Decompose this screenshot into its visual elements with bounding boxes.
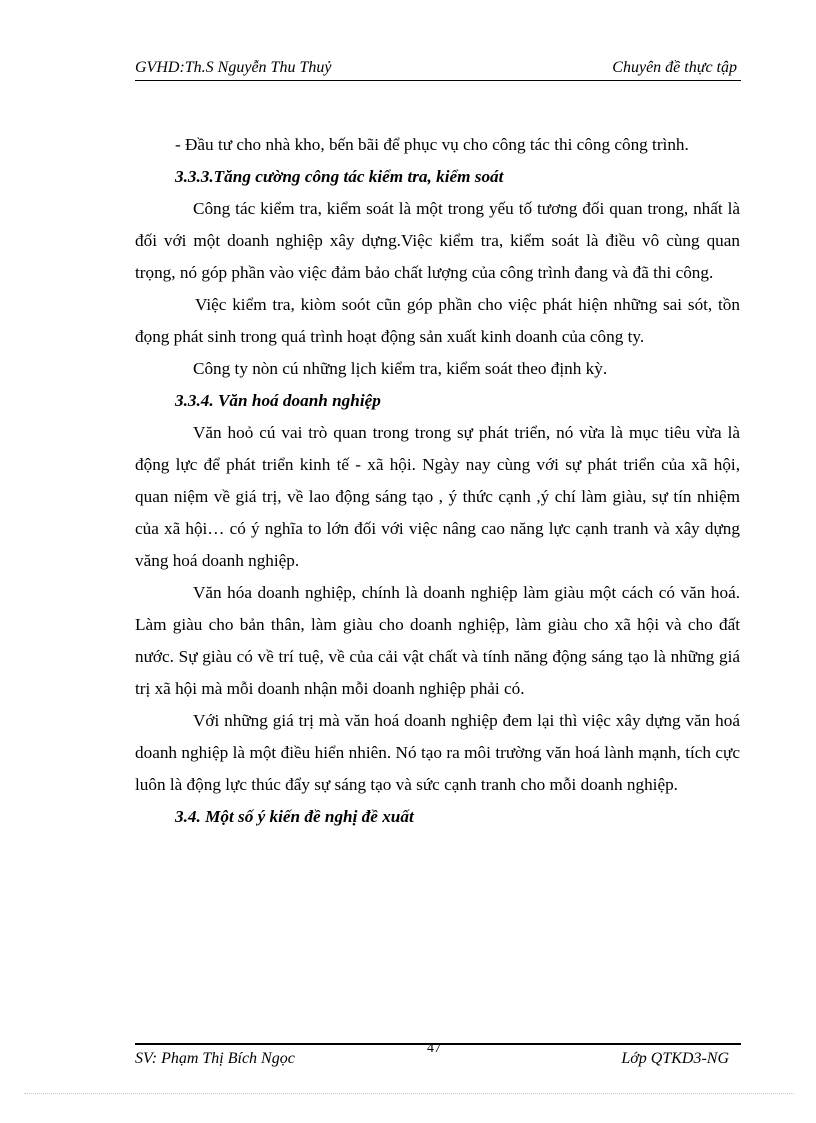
paragraph-inspection-importance: Công tác kiểm tra, kiểm soát là một trong yếu tố tương đối quan trong, nhất là đối với một doanh nghiệp xây dựng.Việc kiểm tra, kiểm soát là điều vô cùng quan trọng, nó góp phần vào việc đảm bảo chất lượng của công trình đang và đã thi công.: [135, 199, 740, 282]
header-advisor: GVHD:Th.S Nguyễn Thu Thuỷ: [135, 59, 332, 76]
heading-3-3-4: 3.3.4. Văn hoá doanh nghiệp: [175, 391, 381, 410]
footer-student: SV: Phạm Thị Bích Ngọc: [135, 1050, 295, 1067]
page-header: [135, 58, 741, 81]
footer-class: Lớp QTKD3-NG: [621, 1050, 729, 1067]
paragraph-warehouse: - Đầu tư cho nhà kho, bến bãi để phục vụ cho công tác thi công công trình.: [175, 135, 689, 154]
paragraph-inspection-detection: Việc kiểm tra, kiòm soót cũn góp phần cho việc phát hiện những sai sót, tồn đọng phát sinh trong quá trình hoạt động sản xuất kinh doanh của công ty.: [135, 295, 740, 346]
page-body: [135, 129, 740, 833]
paragraph-culture-definition: Văn hóa doanh nghiệp, chính là doanh nghiệp làm giàu một cách có văn hoá. Làm giàu cho bản thân, làm giàu cho doanh nghiệp, làm giàu cho xã hội và cho đất nước. Sự giàu có về trí tuệ, về của cải vật chất và tính năng động sáng tạo là những giá trị xã hội mà mỗi doanh nhận mỗi doanh nghiệp phải có.: [135, 583, 740, 698]
heading-3-4: 3.4. Một số ý kiến đề nghị đề xuất: [175, 807, 414, 826]
paragraph-culture-value: Với những giá trị mà văn hoá doanh nghiệp đem lại thì việc xây dựng văn hoá doanh nghiệp là một điều hiển nhiên. Nó tạo ra môi trường văn hoá lành mạnh, tích cực luôn là động lực thúc đẩy sự sáng tạo và sức cạnh tranh cho mỗi doanh nghiệp.: [135, 711, 740, 794]
page-number: 47: [427, 1041, 441, 1056]
page-bottom-dotted-line: [24, 1093, 794, 1094]
paragraph-culture-role: Văn hoỏ cú vai trò quan trong trong sự phát triển, nó vừa là mục tiêu vừa là động lực để phát triển kinh tế - xã hội. Ngày nay cùng với sự phát triển của xã hội, quan niệm về giá trị, về lao động sáng tạo , ý thức cạnh ,ý chí làm giàu, sự tín nhiệm của xã hội… có ý nghĩa to lớn đối với việc nâng cao năng lực cạnh tranh và xây dựng văng hoá doanh nghiệp.: [135, 423, 740, 570]
header-doc-title: Chuyên đề thực tập: [612, 59, 737, 76]
paragraph-inspection-schedule: Công ty nòn cú những lịch kiểm tra, kiểm soát theo định kỳ.: [193, 359, 608, 378]
page-footer: [135, 1043, 741, 1073]
heading-3-3-3: 3.3.3.Tăng cường công tác kiểm tra, kiểm soát: [175, 167, 504, 186]
